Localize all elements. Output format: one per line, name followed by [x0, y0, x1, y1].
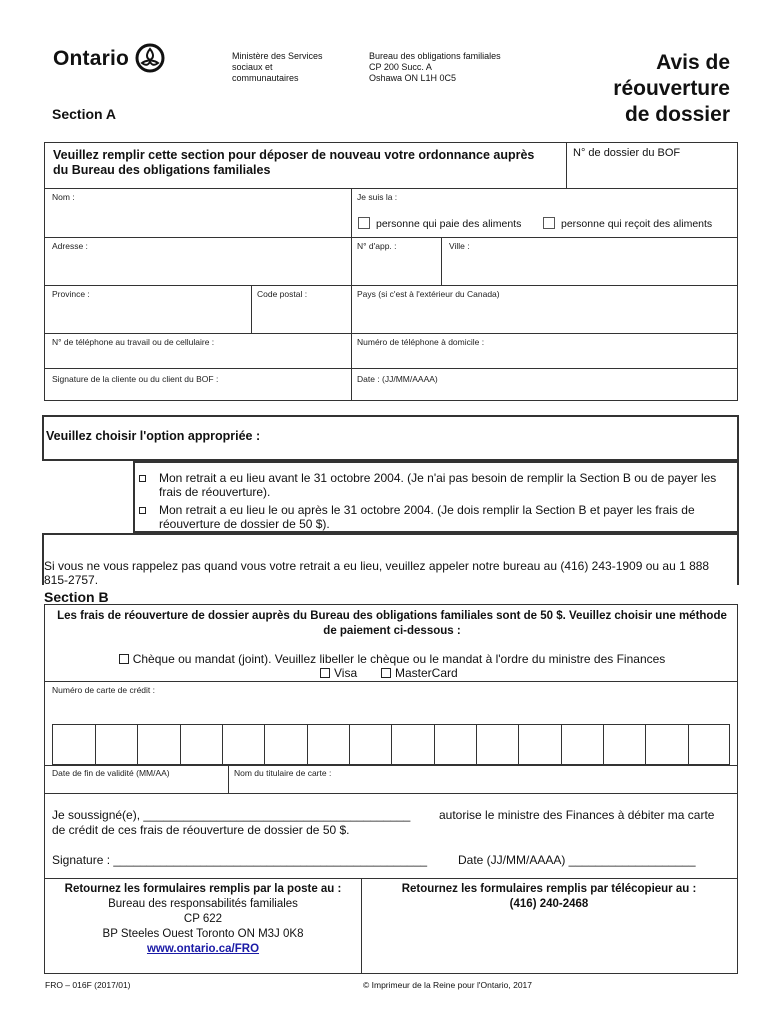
- return-fax-heading: Retournez les formulaires remplis par télécopieur au :: [401, 883, 697, 895]
- option1-checkbox[interactable]: [139, 475, 146, 482]
- home-phone-label: Numéro de téléphone à domicile :: [357, 337, 485, 347]
- payor-option[interactable]: [358, 217, 521, 230]
- return-mail-line: BP Steeles Ouest Toronto ON M3J 0K8: [102, 928, 304, 940]
- trillium-icon: [135, 43, 165, 73]
- phone-note: Si vous ne vous rappelez pas quand vous votre retrait a eu lieu, veuillez appeler notre bureau au (416) 243-1909 ou au 1 888 815-2757.: [44, 559, 710, 587]
- visa-label: Visa: [334, 666, 358, 680]
- section-a-form: [44, 142, 738, 401]
- return-mail-block: [45, 882, 361, 957]
- title-line: de dossier: [624, 103, 730, 126]
- visa-checkbox[interactable]: [320, 668, 330, 678]
- work-phone-label: N° de téléphone au travail ou de cellulaire :: [52, 337, 215, 347]
- province-label: Province :: [52, 289, 90, 299]
- note-box: [42, 533, 739, 585]
- signature-label: Signature de la cliente ou du client du BOF :: [52, 374, 219, 384]
- case-number-label: N° de dossier du BOF: [573, 147, 681, 159]
- options-heading: Veuillez choisir l'option appropriée :: [46, 429, 261, 443]
- authorize-line1-end: autorise le ministre des Finances à débiter ma carte: [439, 808, 715, 822]
- options-heading-box: [42, 415, 739, 461]
- fro-website-link[interactable]: www.ontario.ca/FRO: [146, 943, 260, 955]
- address-line: Oshawa ON L1H 0C5: [369, 73, 457, 83]
- cheque-option[interactable]: [45, 652, 739, 666]
- mastercard-label: MasterCard: [395, 666, 458, 680]
- country-label: Pays (si c'est à l'extérieur du Canada): [357, 289, 500, 299]
- option-before-2004[interactable]: [139, 471, 733, 499]
- option2-checkbox[interactable]: [139, 507, 146, 514]
- return-mail-line: CP 622: [183, 913, 223, 925]
- recipient-checkbox[interactable]: [543, 217, 555, 229]
- form-title: [613, 50, 730, 128]
- ministry-line: communautaires: [232, 73, 299, 83]
- return-mail-heading: Retournez les formulaires remplis par la poste au :: [64, 883, 342, 895]
- section-a-instruction: Veuillez remplir cette section pour déposer de nouveau votre ordonnance auprès du Bureau des obligations familiales: [53, 148, 535, 177]
- logo-text: Ontario: [53, 47, 130, 70]
- authorize-line1-start: Je soussigné(e), ________________________________________: [52, 808, 411, 822]
- ministry-block: [232, 51, 323, 84]
- title-line: réouverture: [613, 77, 730, 100]
- section-b-heading: Section B: [44, 589, 109, 605]
- signature-line[interactable]: Signature : _______________________________________________: [52, 853, 428, 867]
- address-line: Bureau des obligations familiales: [369, 51, 501, 61]
- recipient-option[interactable]: [543, 217, 712, 230]
- form-id: FRO – 016F (2017/01): [45, 980, 131, 990]
- date-label: Date : (JJ/MM/AAAA): [357, 374, 438, 384]
- title-line: Avis de: [656, 51, 730, 74]
- authorize-line2: de crédit de ces frais de réouverture de dossier de 50 $.: [52, 823, 350, 837]
- section-b-form: [44, 604, 738, 974]
- cheque-checkbox[interactable]: [119, 654, 129, 664]
- option2-text: Mon retrait a eu lieu le ou après le 31 octobre 2004. (Je dois remplir la Section B et payer les frais de réouverture de dossier de 50 $).: [159, 503, 695, 531]
- address-line: CP 200 Succ. A: [369, 62, 432, 72]
- address-label: Adresse :: [52, 241, 88, 251]
- card-number-label: Numéro de carte de crédit :: [52, 685, 155, 695]
- cheque-option-label: Chèque ou mandat (joint). Veuillez libeller le chèque ou le mandat à l'ordre du ministre des Finances: [132, 652, 666, 666]
- name-field[interactable]: [47, 201, 347, 237]
- card-number-grid[interactable]: [52, 724, 730, 765]
- office-address-block: [369, 51, 501, 84]
- date-line[interactable]: Date (JJ/MM/AAAA) ___________________: [458, 853, 696, 867]
- return-fax-block: [361, 882, 737, 912]
- expiry-label: Date de fin de validité (MM/AA): [52, 768, 170, 778]
- cardholder-label: Nom du titulaire de carte :: [234, 768, 332, 778]
- payor-checkbox[interactable]: [358, 217, 370, 229]
- case-number-field[interactable]: [567, 157, 737, 187]
- option-after-2004[interactable]: [139, 503, 733, 531]
- return-mail-line: Bureau des responsabilités familiales: [108, 898, 298, 910]
- visa-option[interactable]: [320, 666, 357, 680]
- apt-label: N° d'app. :: [357, 241, 397, 251]
- address-field[interactable]: [47, 250, 347, 284]
- i-am-label: Je suis la :: [357, 192, 398, 202]
- return-fax-number: (416) 240-2468: [509, 898, 589, 910]
- city-label: Ville :: [449, 241, 470, 251]
- mastercard-option[interactable]: [381, 666, 458, 680]
- name-label: Nom :: [52, 192, 75, 202]
- payor-option-label: personne qui paie des aliments: [376, 218, 522, 230]
- mastercard-checkbox[interactable]: [381, 668, 391, 678]
- ministry-line: sociaux et: [232, 62, 273, 72]
- copyright: © Imprimeur de la Reine pour l'Ontario, 2017: [363, 980, 532, 990]
- recipient-option-label: personne qui reçoit des aliments: [561, 218, 713, 230]
- option1-text: Mon retrait a eu lieu avant le 31 octobre 2004. (Je n'ai pas besoin de remplir la Section B ou de payer les frais de réouverture).: [159, 471, 717, 499]
- options-box: [133, 461, 739, 533]
- ontario-logo: [53, 43, 173, 77]
- section-a-heading: Section A: [52, 106, 117, 122]
- postal-code-label: Code postal :: [257, 289, 308, 299]
- ministry-line: Ministère des Services: [232, 51, 323, 61]
- fee-text: Les frais de réouverture de dossier auprès du Bureau des obligations familiales sont de 50 $. Veuillez choisir une méthode de paiement ci-dessous :: [57, 610, 727, 637]
